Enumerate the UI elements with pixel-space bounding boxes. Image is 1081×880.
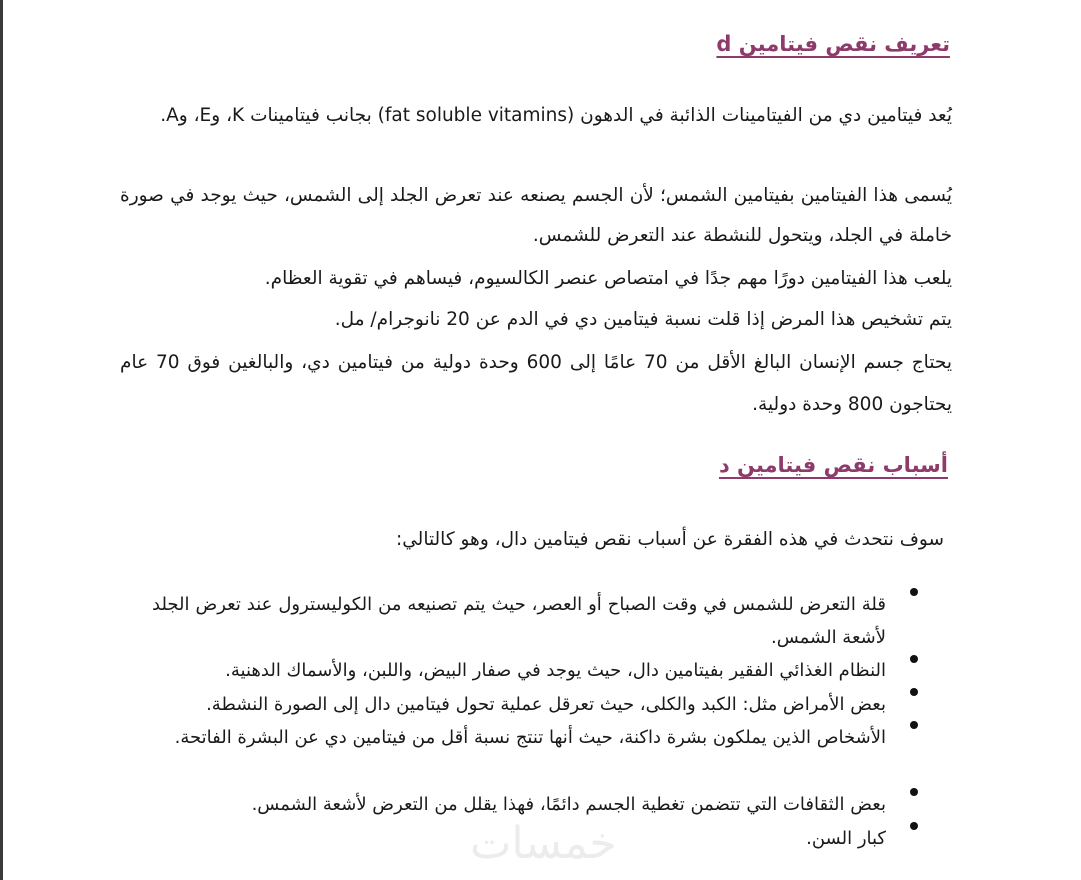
list-item	[152, 655, 952, 688]
list-item	[152, 721, 952, 787]
bullet-icon	[910, 788, 918, 796]
paragraph-daily-need: يحتاج جسم الإنسان البالغ الأقل من 70 عامًا إلى 600 وحدة دولية من فيتامين دي، والبالغين فوق 70 عام يحتاجون 800 وحدة دولية.	[120, 352, 952, 415]
list-item-text: قلة التعرض للشمس في وقت الصباح أو العصر، حيث يتم تصنيعه من الكوليسترول عند تعرض الجلد لأشعة الشمس.	[152, 594, 886, 648]
khamsat-watermark: خمسات	[470, 818, 617, 869]
paragraph-diagnosis: يتم تشخيص هذا المرض إذا قلت نسبة فيتامين دي في الدم عن 20 نانوجرام/ مل.	[334, 309, 952, 330]
list-item	[152, 688, 952, 721]
list-item-text: الأشخاص الذين يملكون بشرة داكنة، حيث أنها تنتج نسبة أقل من فيتامين دي عن البشرة الفاتحة.	[174, 727, 886, 748]
bullet-icon	[910, 721, 918, 729]
bullet-icon	[910, 655, 918, 663]
list-item	[152, 822, 952, 856]
list-item-text: بعض الثقافات التي تتضمن تغطية الجسم دائمًا، فهذا يقلل من التعرض لأشعة الشمس.	[251, 794, 886, 815]
list-item-text: بعض الأمراض مثل: الكبد والكلى، حيث تعرقل عملية تحول فيتامين دال إلى الصورة النشطة.	[206, 694, 886, 715]
document-page	[120, 0, 952, 880]
bullet-icon	[910, 588, 918, 596]
causes-list	[152, 588, 952, 856]
section-heading-causes: أسباب نقص فيتامين د	[718, 453, 948, 477]
bullet-icon	[910, 822, 918, 830]
paragraph-sun-vitamin: يُسمى هذا الفيتامين بفيتامين الشمس؛ لأن الجسم يصنعه عند تعرض الجلد إلى الشمس، حيث يوجد في صورة خاملة في الجلد، ويتحول للنشطة عند التعرض للشمس.	[120, 185, 952, 246]
section-heading-definition: تعريف نقص فيتامين d	[716, 32, 950, 56]
paragraph-calcium: يلعب هذا الفيتامين دورًا مهم جدًا في امتصاص عنصر الكالسيوم، فيساهم في تقوية العظام.	[264, 268, 952, 289]
list-item	[152, 788, 952, 822]
bullet-icon	[910, 688, 918, 696]
causes-intro: سوف نتحدث في هذه الفقرة عن أسباب نقص فيتامين دال، وهو كالتالي:	[396, 529, 944, 550]
list-item-text: كبار السن.	[806, 828, 886, 849]
paragraph-fat-soluble: يُعد فيتامين دي من الفيتامينات الذائبة في الدهون (fat soluble vitamins) بجانب فيتامينات K، وE، وA.	[160, 105, 952, 126]
list-item-text: النظام الغذائي الفقير بفيتامين دال، حيث يوجد في صفار البيض، واللبن، والأسماك الدهنية.	[225, 660, 886, 681]
list-item	[152, 588, 952, 654]
page-left-border	[0, 0, 3, 880]
